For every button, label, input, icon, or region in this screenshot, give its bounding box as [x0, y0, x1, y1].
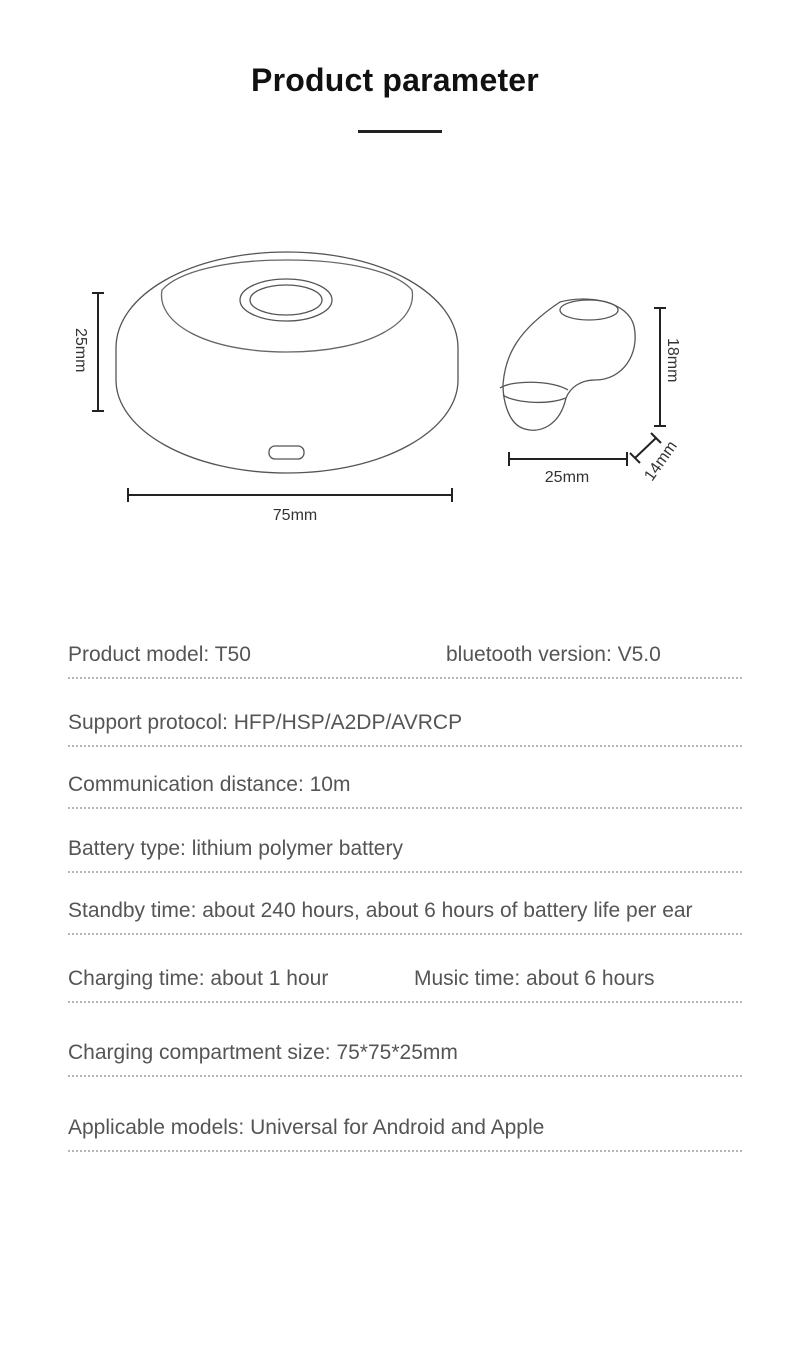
- spec-row: [68, 961, 742, 1003]
- case-height-dimension: [92, 293, 104, 411]
- spec-row: [68, 1035, 742, 1077]
- spec-battery-type: Battery type: lithium polymer battery: [68, 837, 403, 860]
- spec-row: [68, 637, 742, 679]
- spec-music-time: Music time: about 6 hours: [414, 967, 655, 990]
- spec-applicable-models: Applicable models: Universal for Android and Apple: [68, 1116, 545, 1139]
- spec-row: [68, 1110, 742, 1152]
- case-width-dimension: [128, 488, 452, 502]
- earbud-illustration: [500, 299, 635, 430]
- spec-row: [68, 767, 742, 809]
- charging-case-illustration: [116, 252, 458, 473]
- spec-charging-compartment-size: Charging compartment size: 75*75*25mm: [68, 1041, 458, 1064]
- title-underline: [358, 130, 442, 133]
- spec-bluetooth-version: bluetooth version: V5.0: [446, 643, 661, 666]
- spec-communication-distance: Communication distance: 10m: [68, 773, 351, 796]
- spec-product-model: Product model: T50: [68, 643, 251, 666]
- earbud-width-dimension: [509, 452, 627, 466]
- spec-row: [68, 893, 742, 935]
- spec-standby-time: Standby time: about 240 hours, about 6 hours of battery life per ear: [68, 899, 693, 922]
- spec-support-protocol: Support protocol: HFP/HSP/A2DP/AVRCP: [68, 711, 463, 734]
- case-height-label: 25mm: [72, 328, 89, 373]
- earbud-depth-label: 14mm: [641, 438, 681, 485]
- spec-charging-time: Charging time: about 1 hour: [68, 967, 329, 990]
- spec-row: [68, 705, 742, 747]
- spec-row: [68, 831, 742, 873]
- page-title: Product parameter: [251, 62, 539, 98]
- product-dimension-diagram: [0, 230, 790, 550]
- earbud-width-label: 25mm: [544, 469, 590, 486]
- case-width-label: 75mm: [272, 507, 318, 524]
- earbud-height-label: 18mm: [664, 338, 681, 383]
